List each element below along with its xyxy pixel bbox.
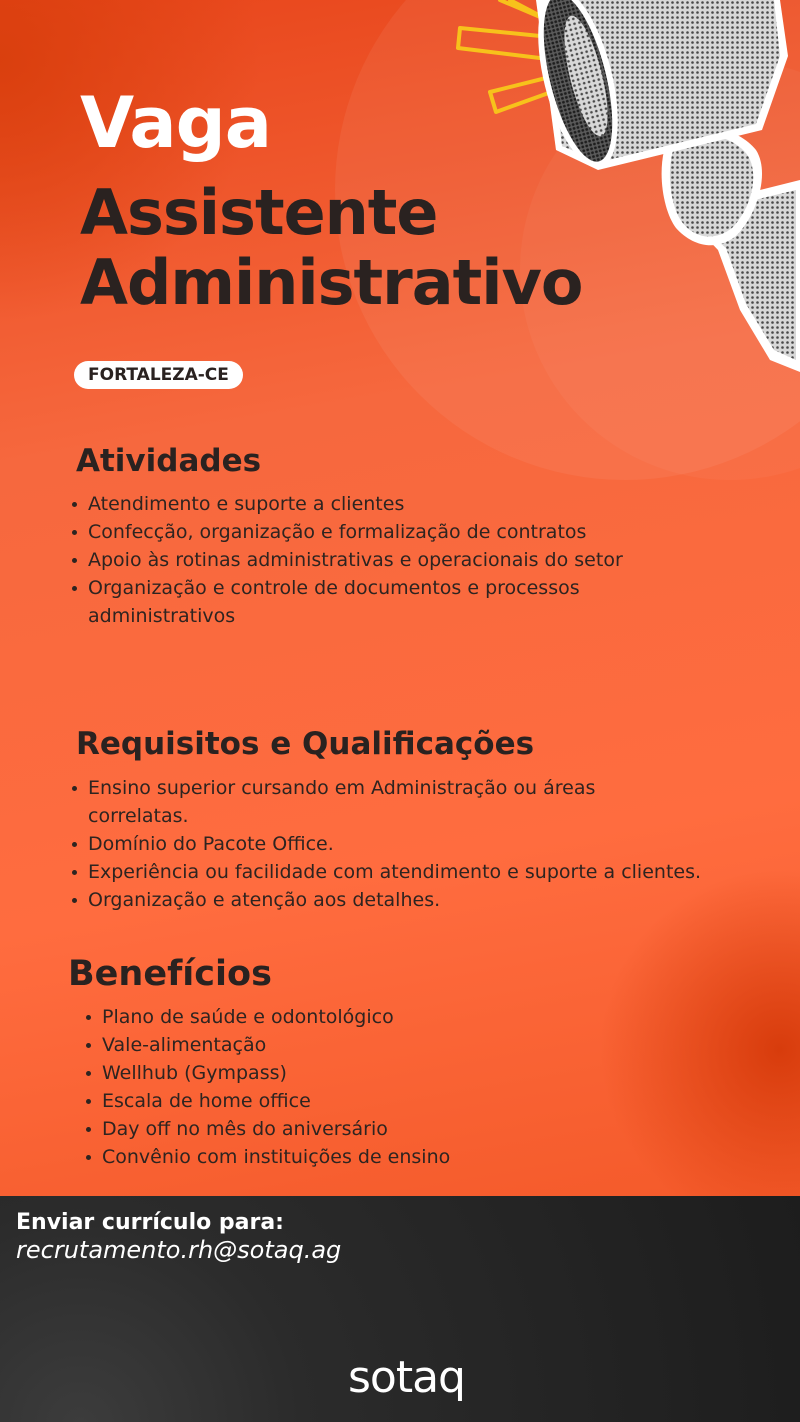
megaphone-illustration xyxy=(440,0,800,380)
list-item: Organização e atenção aos detalhes. xyxy=(70,886,750,914)
location-badge: FORTALEZA-CE xyxy=(74,361,243,389)
list-item: Atendimento e suporte a clientes xyxy=(70,490,630,518)
job-role-line-1: Assistente xyxy=(80,176,438,249)
contact-email[interactable]: recrutamento.rh@sotaq.ag xyxy=(16,1236,342,1264)
list-item: Convênio com instituições de ensino xyxy=(84,1143,644,1171)
job-role-line-2: Administrativo xyxy=(80,246,583,319)
list-item: Vale-alimentação xyxy=(84,1031,644,1059)
sotaq-logo: sotaq xyxy=(348,1352,465,1403)
section-title-atividades: Atividades xyxy=(76,443,262,479)
section-title-requisitos: Requisitos e Qualificações xyxy=(76,726,535,762)
list-item: Escala de home office xyxy=(84,1087,644,1115)
list-item: Confecção, organização e formalização de contratos xyxy=(70,518,630,546)
list-item: Plano de saúde e odontológico xyxy=(84,1003,644,1031)
list-item: Organização e controle de documentos e processos administrativos xyxy=(70,574,630,630)
list-item: Wellhub (Gympass) xyxy=(84,1059,644,1087)
section-title-beneficios: Benefícios xyxy=(68,954,272,994)
list-item: Apoio às rotinas administrativas e operacionais do setor xyxy=(70,546,630,574)
list-item: Day off no mês do aniversário xyxy=(84,1115,644,1143)
requisitos-list xyxy=(70,774,750,914)
cta-label: Enviar currículo para: xyxy=(16,1210,284,1235)
atividades-list xyxy=(70,490,630,630)
list-item: Domínio do Pacote Office. xyxy=(70,830,750,858)
beneficios-list xyxy=(84,1003,644,1171)
headline-title: Vaga xyxy=(80,82,271,164)
list-item: Ensino superior cursando em Administração ou áreas correlatas. xyxy=(70,774,750,830)
list-item: Experiência ou facilidade com atendimento e suporte a clientes. xyxy=(70,858,750,886)
